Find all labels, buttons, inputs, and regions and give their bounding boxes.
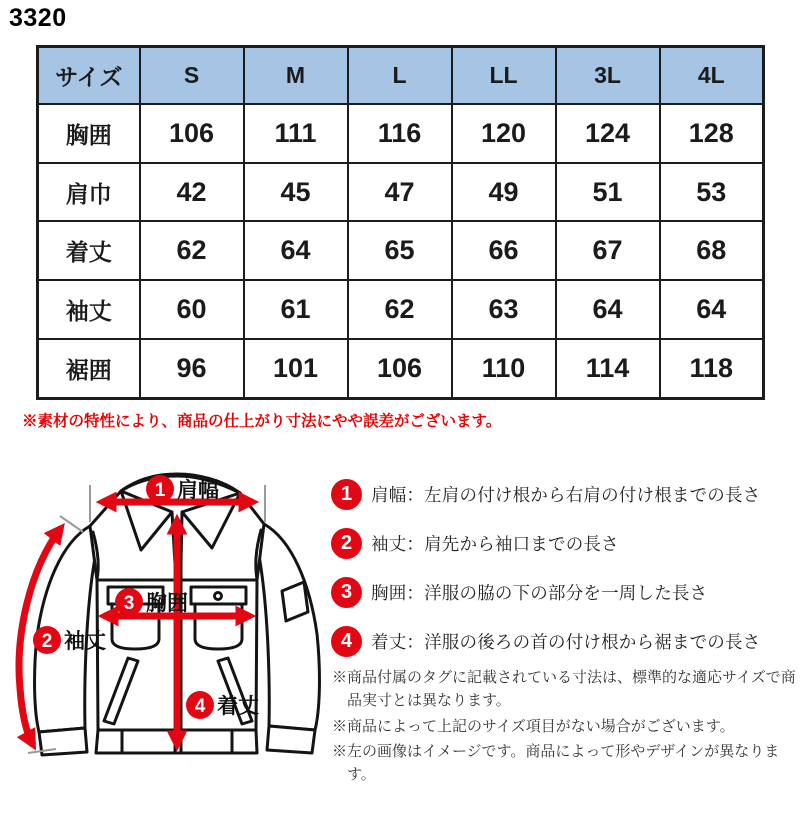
size-cell: 111 [244,104,348,163]
size-cell: 66 [452,221,556,280]
header-cell-m: M [244,47,348,105]
header-cell-size: サイズ [38,47,140,105]
size-cell: 62 [348,280,452,339]
size-cell: 47 [348,163,452,222]
size-cell: 114 [556,339,660,399]
header-cell-3l: 3L [556,47,660,105]
size-cell: 68 [660,221,764,280]
size-cell: 63 [452,280,556,339]
size-cell: 60 [140,280,244,339]
size-table-header-row [38,47,764,105]
header-cell-s: S [140,47,244,105]
size-cell: 64 [556,280,660,339]
size-cell: 96 [140,339,244,399]
table-row-chest [38,104,764,163]
right-cuff [267,726,315,753]
table-row-sleeve [38,280,764,339]
header-cell-4l: 4L [660,47,764,105]
note-missing-items: ※商品によって上記のサイズ項目がない場合がございます。 [332,717,735,735]
legend-item-shoulder [331,479,760,510]
material-tolerance-note: ※素材の特性により、商品の仕上がり寸法にやや誤差がございます。 [22,413,502,430]
legend-item-length [331,626,760,657]
note-tag-size: ※商品付属のタグに記載されている寸法は、標準的な適応サイズで商品実寸とは異なります。 [332,669,796,710]
row-label-sleeve: 袖丈 [38,280,140,339]
legend-text-2: 袖丈：肩先から袖口までの長さ [371,534,619,554]
size-cell: 51 [556,163,660,222]
legend-number-badge-4: 4 [331,626,362,657]
pocket-button [215,593,222,600]
size-cell: 62 [140,221,244,280]
jacket-measurement-diagram [0,460,335,760]
size-cell: 49 [452,163,556,222]
note-image-reference: ※左の画像はイメージです。商品によって形やデザインが異なります。 [332,742,780,783]
size-cell: 61 [244,280,348,339]
marker-2-number: 2 [41,631,53,652]
size-cell: 67 [556,221,660,280]
legend-number-badge-3: 3 [331,577,362,608]
size-cell: 101 [244,339,348,399]
size-cell: 106 [140,104,244,163]
size-cell: 45 [244,163,348,222]
right-sleeve [257,524,319,730]
legend-item-sleeve [331,528,760,559]
placket-right [181,512,182,753]
legend-number-badge-1: 1 [331,479,362,510]
size-cell: 116 [348,104,452,163]
size-cell: 110 [452,339,556,399]
size-cell: 64 [244,221,348,280]
size-cell: 42 [140,163,244,222]
right-pocket-body [195,604,242,649]
table-row-length [38,221,764,280]
size-table [36,45,765,400]
size-cell: 106 [348,339,452,399]
table-row-shoulder [38,163,764,222]
marker-1-number: 1 [154,480,166,501]
marker-4-label: 着丈 [217,695,259,718]
legend-text-1: 肩幅：左肩の付け根から右肩の付け根までの長さ [371,485,761,505]
size-cell: 65 [348,221,452,280]
table-row-hem [38,339,764,399]
header-cell-ll: LL [452,47,556,105]
row-label-chest: 胸囲 [38,104,140,163]
legend-text-4: 着丈：洋服の後ろの首の付け根から裾までの長さ [371,632,761,652]
marker-1-label: 肩幅 [177,479,219,502]
sleeve-pen-pocket [282,582,308,621]
size-cell: 124 [556,104,660,163]
marker-3-label: 胸囲 [146,592,188,615]
measurement-legend [331,479,760,657]
product-code: 3320 [9,4,67,32]
marker-3-number: 3 [123,593,135,614]
size-cell: 53 [660,163,764,222]
row-label-length: 着丈 [38,221,140,280]
legend-text-3: 胸囲：洋服の脇の下の部分を一周した長さ [371,583,708,603]
disclaimer-notes [332,666,800,788]
legend-item-chest [331,577,760,608]
size-cell: 120 [452,104,556,163]
row-label-shoulder: 肩巾 [38,163,140,222]
legend-number-badge-2: 2 [331,528,362,559]
size-cell: 64 [660,280,764,339]
marker-4-number: 4 [194,696,206,717]
size-cell: 118 [660,339,764,399]
size-cell: 128 [660,104,764,163]
header-cell-l: L [348,47,452,105]
row-label-hem: 裾囲 [38,339,140,399]
marker-2-label: 袖丈 [64,630,106,653]
